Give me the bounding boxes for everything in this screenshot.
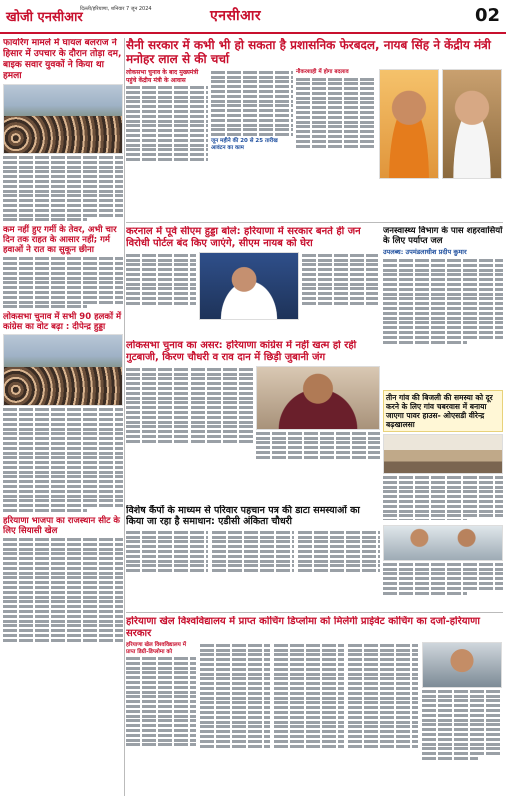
- dateline: दिल्ली/हरियाणा, शनिवार 7 जून 2024: [80, 6, 152, 12]
- body-power: [383, 476, 503, 520]
- headline-loksabha: लोकसभा चुनाव का असर: हरियाणा कांग्रेस में नहीं खत्म हो रही गुटबाजी, किरण चौधरी व राव दान में छिड़ी जुबानी जंग: [126, 340, 357, 363]
- subhead-sports: हरियाणा खेल विश्वविद्यालय में प्राप्त डिग्री-डिप्लोमा को: [126, 642, 187, 655]
- photo-saini: [379, 69, 439, 179]
- photo-kiran: [256, 366, 380, 430]
- headline-camp: विशेष कैंपों के माध्यम से परिवार पहचान पत्र की डाटा समस्याओं का किया जा रहा है समाधान: एडीसी अंकिता चौधरी: [126, 505, 360, 527]
- headline-sports: हरियाणा खेल विश्वविद्यालय में प्राप्त कोचिंग डिप्लोमा को मिलेगी प्राईवेट कोचिंग का दर्जा-हरियाणा सरकार: [126, 616, 480, 639]
- headline-rajasthan: हरियाणा भाजपा का राजस्थान सीट के लिए सियासी खेल: [3, 516, 120, 537]
- masthead: [0, 0, 506, 34]
- sports-story: [126, 616, 503, 796]
- camp-story: [126, 505, 380, 605]
- subhead-water: उपलब्ध: उपमंडलाधीश प्रदीप कुमार: [383, 248, 467, 256]
- body-banner-1: [126, 86, 208, 161]
- congress-story: [126, 226, 380, 336]
- headline-water: जनस्वास्थ्य विभाग के पास शहरवासियों के लिए पर्याप्त जल: [383, 226, 503, 246]
- box-text-banner: जून महीने की 20 से 25 तारीख आवंटन का काम: [211, 138, 278, 151]
- column-rule: [124, 38, 125, 796]
- headline-firing: फायरिंग मामले में घायल बलराज ने हिसार में उपचार के दौरान तोड़ा दम, बाइक सवार युवकों ने किया था हमला: [3, 38, 122, 81]
- loksabha-story: [126, 340, 380, 500]
- headline-rally: लोकसभा चुनाव में सभी 90 हलकों में कांग्रेस का वोट बढ़ा : दीपेन्द्र हुड्डा: [3, 312, 122, 333]
- photo-sports: [422, 642, 502, 688]
- body-congress-1: [126, 252, 196, 320]
- power-headline-box: [383, 390, 503, 432]
- body-rajasthan: [3, 538, 123, 642]
- box-label-banner: नौकरशाही में होगा बदलाव: [296, 69, 349, 75]
- body-sports-2: [200, 642, 270, 762]
- headline-power: तीन गांव की बिजली की समस्या को दूर करने के लिए गांव चबरवास में बनाया जाएगा पावर हाउस- ओएसडी वीरेन्द्र बढ़खालसा: [386, 393, 493, 429]
- water-story: [383, 226, 503, 386]
- body-sports-5: [422, 690, 502, 760]
- photo-rally: [3, 334, 123, 406]
- headline-banner: सैनी सरकार में कभी भी हो सकता है प्रशासनिक फेरबदल, नायब सिंह ने केंद्रीय मंत्री मनोहर लाल से की चर्चा: [126, 38, 491, 66]
- body-heat: [3, 257, 123, 308]
- body-water: [383, 259, 503, 344]
- body-right-filler: [383, 563, 503, 595]
- body-loksabha-1: [126, 366, 188, 461]
- headline-heat: कम नहीं हुए गर्मी के तेवर, अभी चार दिन तक राहत के आसार नहीं; गर्म हवाओं ने रात का सुकून छीना: [3, 225, 117, 256]
- section-title: एनसीआर: [210, 8, 262, 24]
- body-sports-3: [274, 642, 344, 762]
- body-sports-1: [126, 657, 196, 746]
- body-loksabha-2: [191, 366, 253, 461]
- body-sports-4: [348, 642, 418, 762]
- photo-firing: [3, 84, 123, 154]
- page-number: 02: [474, 5, 500, 26]
- body-rally: [3, 408, 123, 512]
- power-story: [383, 390, 503, 520]
- body-loksabha-3: [256, 432, 380, 459]
- paper-name: खोजी एनसीआर: [6, 10, 83, 25]
- right-filler: [383, 525, 503, 610]
- body-banner-3: [296, 78, 376, 148]
- banner-story: [126, 38, 503, 220]
- subhead-banner: लोकसभा चुनाव के बाद मुख्यमंत्री पहुंचे केंद्रीय मंत्री के आवास: [126, 69, 199, 84]
- bottom-rule: [126, 612, 503, 613]
- left-column: [3, 38, 123, 796]
- photo-manohar: [442, 69, 502, 179]
- body-camp: [126, 529, 380, 574]
- body-congress-2: [302, 252, 378, 320]
- photo-power: [383, 434, 503, 474]
- headline-congress: करनाल में पूर्व सीएम हुड्डा बोले: हरियाणा में सरकार बनते ही जन विरोधी पोर्टल बंद किए जाएंगे, सीएम नायब को घेरा: [126, 226, 361, 249]
- body-firing: [3, 156, 123, 221]
- section-rule: [126, 222, 503, 223]
- photo-officials: [383, 525, 503, 561]
- body-banner-2: [211, 71, 293, 136]
- photo-hooda: [199, 252, 299, 320]
